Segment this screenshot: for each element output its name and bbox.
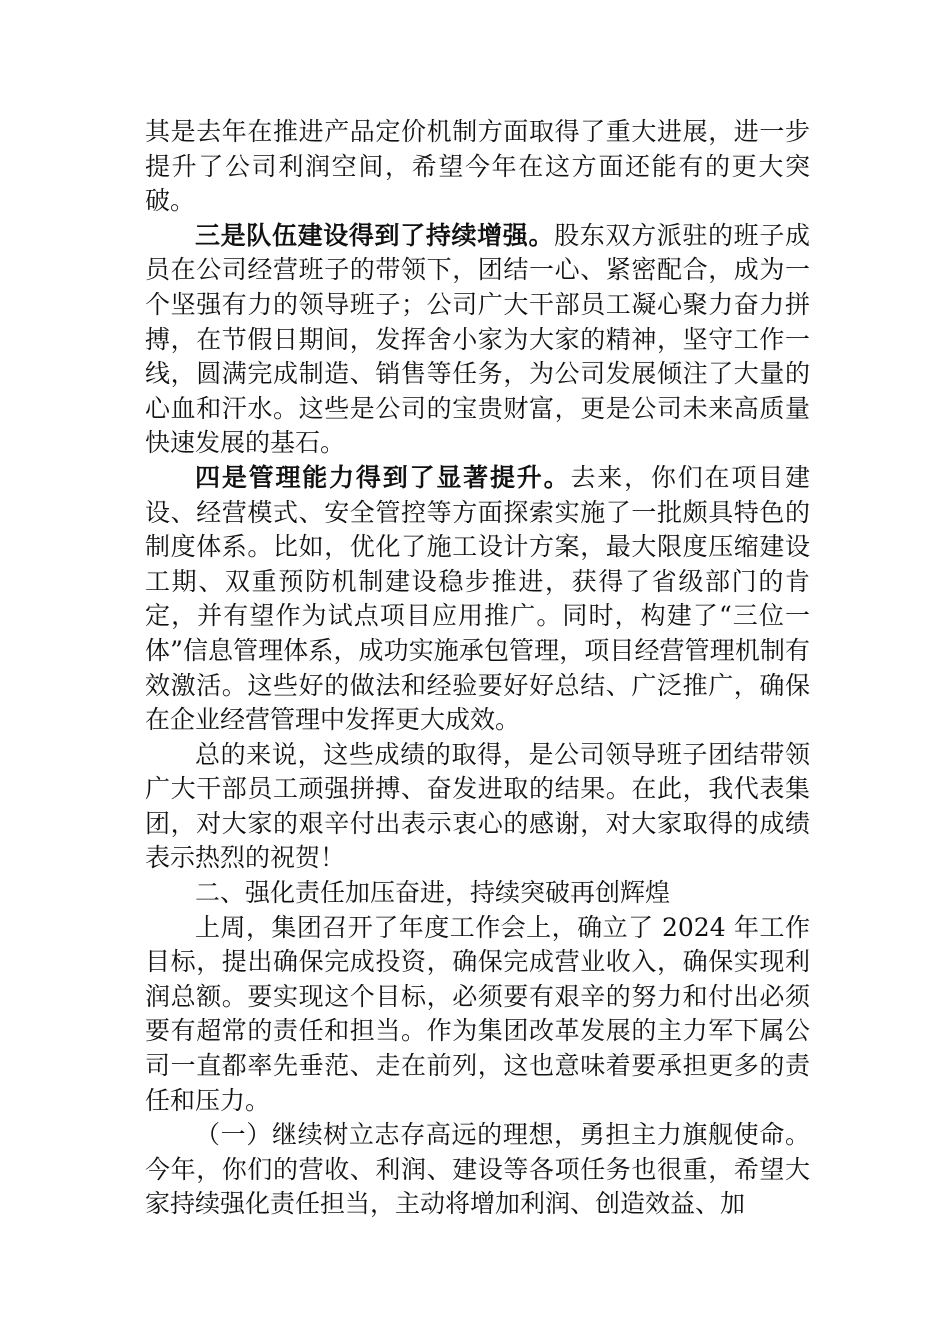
- paragraph-subsection-one: [145, 1118, 810, 1222]
- paragraph-text: 上周，集团召开了年度工作会上，确立了 2024 年工作目标，提出确保完成投资，确保完成营业收入，确保实现利润总额。要实现这个目标，必须要有艰辛的努力和付出必须要有超常的责任和担当。作为集团改革发展的主力军下属公司一直都率先垂范、走在前列，这也意味着要承担更多的责任和压力。: [145, 912, 810, 1115]
- document-body: [145, 115, 810, 1222]
- paragraph-management: [145, 461, 810, 738]
- paragraph-team-building: [145, 219, 810, 461]
- paragraph-text: 总的来说，这些成绩的取得，是公司领导班子团结带领广大干部员工顽强拼搏、奋发进取的结果。在此，我代表集团，对大家的艰辛付出表示衷心的感谢，对大家取得的成绩表示热烈的祝贺！: [145, 739, 810, 873]
- paragraph-text: 股东双方派驻的班子成员在公司经营班子的带领下，团结一心、紧密配合，成为一个坚强有力的领导班子；公司广大干部员工凝心聚力奋力拼搏，在节假日期间，发挥舍小家为大家的精神，坚守工作一线，圆满完成制造、销售等任务，为公司发展倾注了大量的心血和汗水。这些是公司的宝贵财富，更是公司未来高质量快速发展的基石。: [145, 220, 810, 458]
- paragraph-lead-heading: 四是管理能力得到了显著提升。: [195, 462, 571, 492]
- paragraph-annual-goals: [145, 911, 810, 1119]
- paragraph-summary: [145, 738, 810, 876]
- section-heading: [145, 876, 810, 911]
- paragraph-lead-heading: 三是队伍建设得到了持续增强。: [195, 220, 555, 250]
- paragraph-text: 去来，你们在项目建设、经营模式、安全管控等方面探索实施了一批颇具特色的制度体系。比如，优化了施工设计方案，最大限度压缩建设工期、双重预防机制建设稳步推进，获得了省级部门的肯定，并有望作为试点项目应用推广。同时，构建了“三位一体”信息管理体系，成功实施承包管理，项目经营管理机制有效激活。这些好的做法和经验要好好总结、广泛推广，确保在企业经营管理中发挥更大成效。: [145, 462, 810, 735]
- paragraph-continuation: [145, 115, 810, 219]
- paragraph-text: 其是去年在推进产品定价机制方面取得了重大进展，进一步提升了公司利润空间，希望今年在这方面还能有的更大突破。: [145, 117, 810, 216]
- paragraph-text: （一）继续树立志存高远的理想，勇担主力旗舰使命。今年，你们的营收、利润、建设等各项任务也很重，希望大家持续强化责任担当，主动将增加利润、创造效益、加: [145, 1120, 810, 1219]
- section-heading-text: 二、强化责任加压奋进，持续突破再创辉煌: [195, 878, 671, 908]
